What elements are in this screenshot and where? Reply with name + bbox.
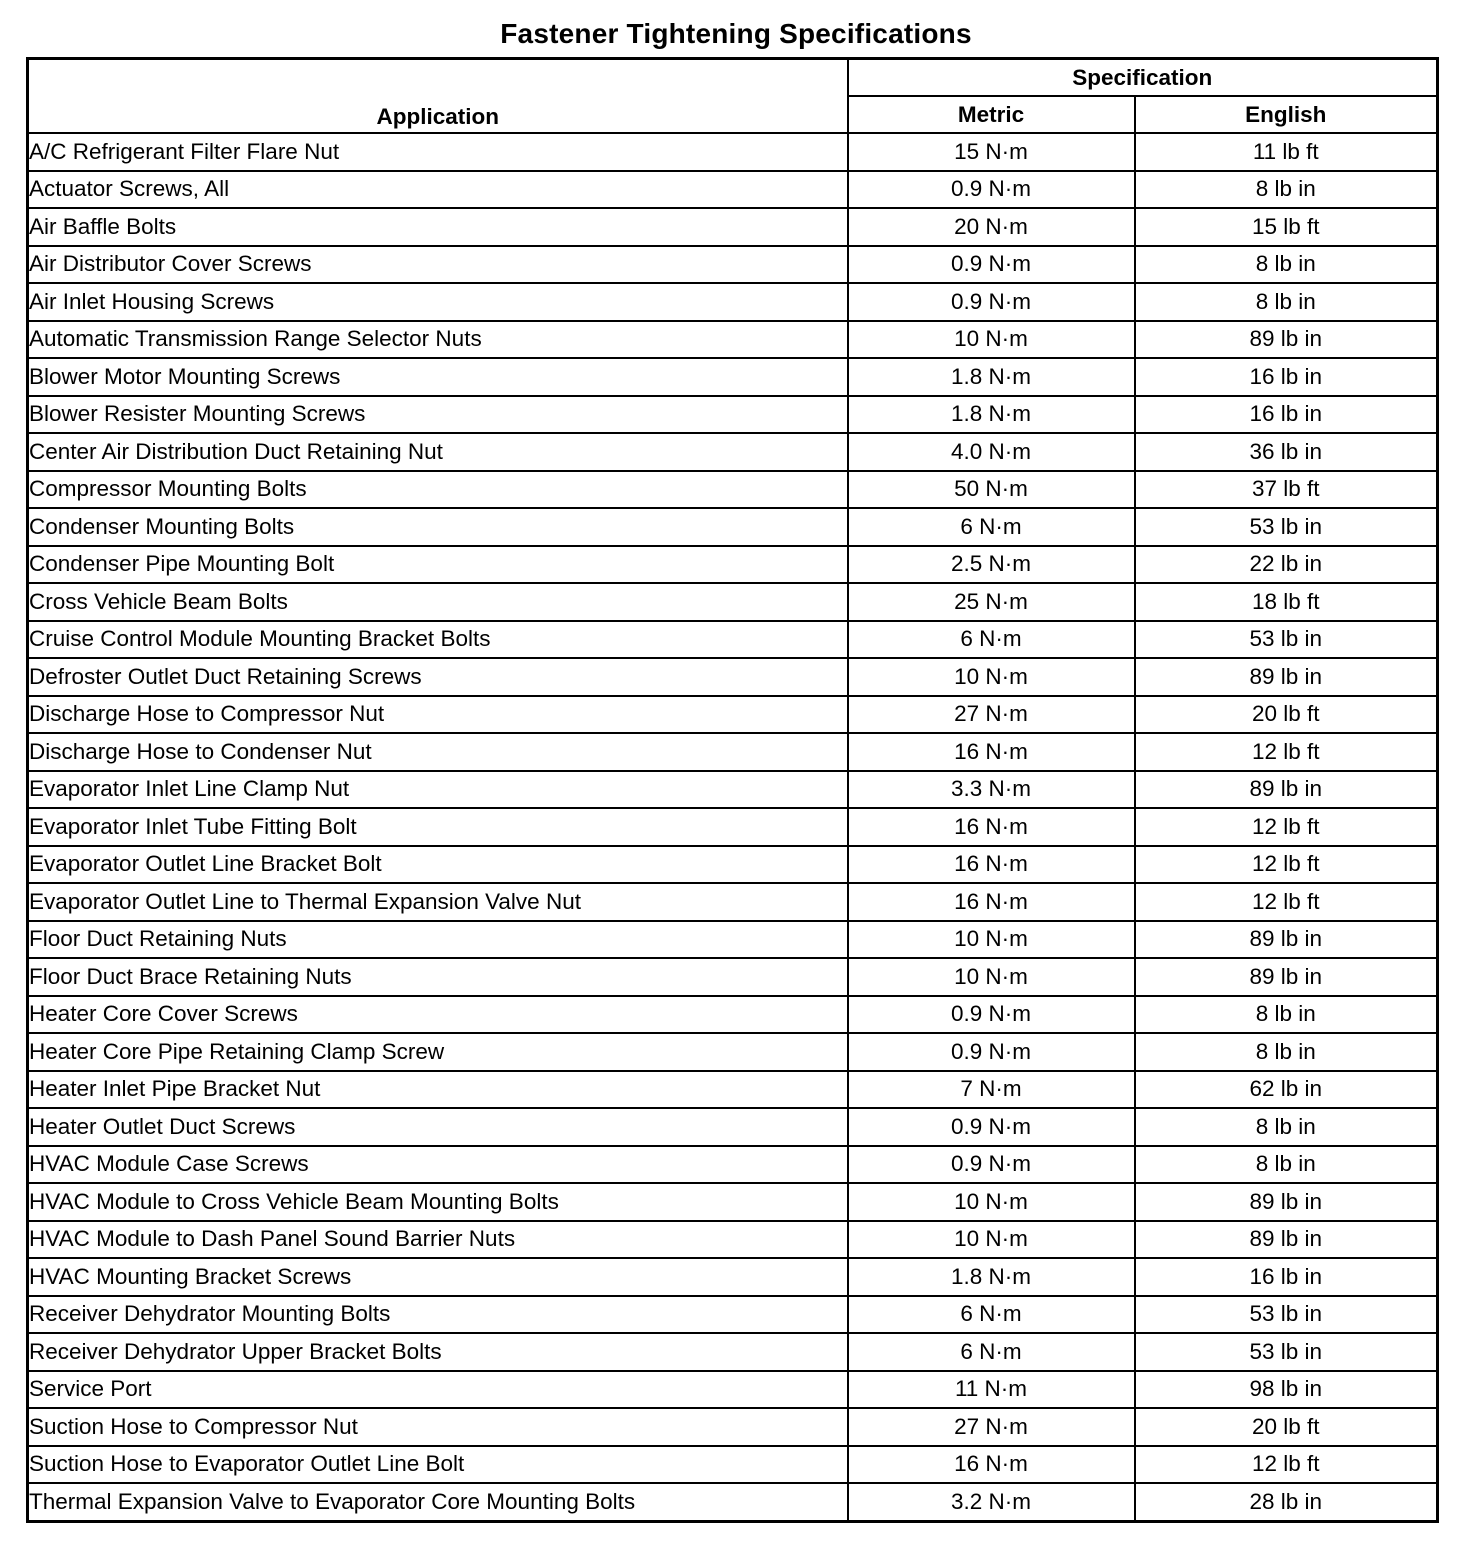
cell-metric: 3.2 N·m — [848, 1483, 1135, 1521]
table-row — [28, 958, 1438, 996]
cell-application: Suction Hose to Compressor Nut — [28, 1408, 848, 1446]
cell-application: Discharge Hose to Condenser Nut — [28, 733, 848, 771]
table-row — [28, 846, 1438, 884]
cell-metric: 16 N·m — [848, 846, 1135, 884]
cell-metric: 25 N·m — [848, 583, 1135, 621]
table-row — [28, 808, 1438, 846]
table-row — [28, 1333, 1438, 1371]
table-row — [28, 771, 1438, 809]
cell-english: 89 lb in — [1135, 1183, 1438, 1221]
cell-application: Receiver Dehydrator Mounting Bolts — [28, 1296, 848, 1334]
cell-application: Air Baffle Bolts — [28, 208, 848, 246]
cell-english: 89 lb in — [1135, 321, 1438, 359]
column-header-application: Application — [28, 59, 848, 134]
cell-english: 8 lb in — [1135, 171, 1438, 209]
cell-application: Air Inlet Housing Screws — [28, 283, 848, 321]
cell-english: 12 lb ft — [1135, 883, 1438, 921]
cell-application: Evaporator Outlet Line to Thermal Expansion Valve Nut — [28, 883, 848, 921]
table-row — [28, 1183, 1438, 1221]
table-row — [28, 133, 1438, 171]
cell-english: 12 lb ft — [1135, 808, 1438, 846]
cell-metric: 4.0 N·m — [848, 433, 1135, 471]
cell-application: Floor Duct Brace Retaining Nuts — [28, 958, 848, 996]
cell-english: 89 lb in — [1135, 771, 1438, 809]
table-row — [28, 1371, 1438, 1409]
cell-metric: 10 N·m — [848, 1183, 1135, 1221]
table-row — [28, 583, 1438, 621]
cell-metric: 27 N·m — [848, 696, 1135, 734]
cell-application: Evaporator Inlet Line Clamp Nut — [28, 771, 848, 809]
table-row — [28, 433, 1438, 471]
table-row — [28, 1108, 1438, 1146]
cell-metric: 20 N·m — [848, 208, 1135, 246]
cell-metric: 15 N·m — [848, 133, 1135, 171]
cell-application: Heater Core Cover Screws — [28, 996, 848, 1034]
cell-metric: 16 N·m — [848, 1446, 1135, 1484]
fastener-spec-table — [26, 57, 1439, 1523]
table-row — [28, 1146, 1438, 1184]
cell-metric: 1.8 N·m — [848, 396, 1135, 434]
table-row — [28, 1258, 1438, 1296]
cell-metric: 10 N·m — [848, 921, 1135, 959]
cell-english: 15 lb ft — [1135, 208, 1438, 246]
cell-english: 22 lb in — [1135, 546, 1438, 584]
cell-metric: 0.9 N·m — [848, 996, 1135, 1034]
cell-metric: 10 N·m — [848, 658, 1135, 696]
cell-english: 98 lb in — [1135, 1371, 1438, 1409]
table-body — [28, 133, 1438, 1521]
cell-english: 53 lb in — [1135, 508, 1438, 546]
cell-english: 28 lb in — [1135, 1483, 1438, 1521]
cell-metric: 6 N·m — [848, 621, 1135, 659]
table-row — [28, 621, 1438, 659]
table-row — [28, 883, 1438, 921]
cell-application: Condenser Mounting Bolts — [28, 508, 848, 546]
table-row — [28, 1483, 1438, 1521]
cell-application: Evaporator Outlet Line Bracket Bolt — [28, 846, 848, 884]
cell-english: 8 lb in — [1135, 246, 1438, 284]
cell-metric: 6 N·m — [848, 508, 1135, 546]
header-row-specification — [28, 59, 1438, 97]
table-row — [28, 696, 1438, 734]
cell-application: Heater Core Pipe Retaining Clamp Screw — [28, 1033, 848, 1071]
cell-english: 16 lb in — [1135, 1258, 1438, 1296]
cell-metric: 16 N·m — [848, 808, 1135, 846]
table-row — [28, 1446, 1438, 1484]
cell-application: HVAC Module to Cross Vehicle Beam Mounting Bolts — [28, 1183, 848, 1221]
cell-metric: 27 N·m — [848, 1408, 1135, 1446]
table-row — [28, 658, 1438, 696]
cell-metric: 0.9 N·m — [848, 171, 1135, 209]
cell-metric: 1.8 N·m — [848, 358, 1135, 396]
table-row — [28, 171, 1438, 209]
cell-english: 20 lb ft — [1135, 696, 1438, 734]
cell-english: 11 lb ft — [1135, 133, 1438, 171]
cell-metric: 7 N·m — [848, 1071, 1135, 1109]
cell-application: Service Port — [28, 1371, 848, 1409]
cell-application: Center Air Distribution Duct Retaining Nut — [28, 433, 848, 471]
cell-application: Blower Resister Mounting Screws — [28, 396, 848, 434]
cell-english: 37 lb ft — [1135, 471, 1438, 509]
table-row — [28, 471, 1438, 509]
cell-english: 12 lb ft — [1135, 1446, 1438, 1484]
table-row — [28, 1296, 1438, 1334]
cell-application: Defroster Outlet Duct Retaining Screws — [28, 658, 848, 696]
cell-metric: 10 N·m — [848, 321, 1135, 359]
cell-metric: 10 N·m — [848, 958, 1135, 996]
cell-metric: 16 N·m — [848, 883, 1135, 921]
cell-english: 16 lb in — [1135, 358, 1438, 396]
table-row — [28, 1221, 1438, 1259]
cell-application: Blower Motor Mounting Screws — [28, 358, 848, 396]
cell-application: Evaporator Inlet Tube Fitting Bolt — [28, 808, 848, 846]
cell-english: 53 lb in — [1135, 1333, 1438, 1371]
cell-english: 8 lb in — [1135, 1033, 1438, 1071]
cell-metric: 16 N·m — [848, 733, 1135, 771]
cell-application: Compressor Mounting Bolts — [28, 471, 848, 509]
cell-english: 62 lb in — [1135, 1071, 1438, 1109]
cell-application: Receiver Dehydrator Upper Bracket Bolts — [28, 1333, 848, 1371]
cell-application: HVAC Mounting Bracket Screws — [28, 1258, 848, 1296]
column-header-metric: Metric — [848, 96, 1135, 133]
cell-metric: 10 N·m — [848, 1221, 1135, 1259]
table-row — [28, 508, 1438, 546]
cell-english: 8 lb in — [1135, 1146, 1438, 1184]
cell-metric: 0.9 N·m — [848, 246, 1135, 284]
table-row — [28, 1033, 1438, 1071]
cell-metric: 0.9 N·m — [848, 1146, 1135, 1184]
cell-english: 8 lb in — [1135, 283, 1438, 321]
cell-english: 20 lb ft — [1135, 1408, 1438, 1446]
table-row — [28, 1408, 1438, 1446]
cell-english: 89 lb in — [1135, 658, 1438, 696]
table-row — [28, 921, 1438, 959]
cell-english: 89 lb in — [1135, 1221, 1438, 1259]
cell-metric: 6 N·m — [848, 1296, 1135, 1334]
cell-application: Condenser Pipe Mounting Bolt — [28, 546, 848, 584]
cell-application: Heater Outlet Duct Screws — [28, 1108, 848, 1146]
cell-english: 8 lb in — [1135, 996, 1438, 1034]
cell-application: HVAC Module Case Screws — [28, 1146, 848, 1184]
cell-english: 12 lb ft — [1135, 733, 1438, 771]
cell-application: Actuator Screws, All — [28, 171, 848, 209]
table-row — [28, 733, 1438, 771]
cell-metric: 0.9 N·m — [848, 1033, 1135, 1071]
cell-english: 89 lb in — [1135, 958, 1438, 996]
cell-english: 36 lb in — [1135, 433, 1438, 471]
cell-metric: 3.3 N·m — [848, 771, 1135, 809]
cell-application: A/C Refrigerant Filter Flare Nut — [28, 133, 848, 171]
table-row — [28, 321, 1438, 359]
table-row — [28, 283, 1438, 321]
cell-english: 8 lb in — [1135, 1108, 1438, 1146]
cell-english: 16 lb in — [1135, 396, 1438, 434]
table-row — [28, 1071, 1438, 1109]
cell-english: 53 lb in — [1135, 1296, 1438, 1334]
page-title: Fastener Tightening Specifications — [500, 18, 972, 49]
cell-application: Air Distributor Cover Screws — [28, 246, 848, 284]
cell-metric: 0.9 N·m — [848, 1108, 1135, 1146]
cell-english: 53 lb in — [1135, 621, 1438, 659]
cell-english: 89 lb in — [1135, 921, 1438, 959]
table-header — [28, 59, 1438, 134]
cell-metric: 11 N·m — [848, 1371, 1135, 1409]
cell-metric: 2.5 N·m — [848, 546, 1135, 584]
table-row — [28, 546, 1438, 584]
cell-metric: 1.8 N·m — [848, 1258, 1135, 1296]
cell-application: Floor Duct Retaining Nuts — [28, 921, 848, 959]
cell-application: Thermal Expansion Valve to Evaporator Core Mounting Bolts — [28, 1483, 848, 1521]
cell-metric: 0.9 N·m — [848, 283, 1135, 321]
cell-application: HVAC Module to Dash Panel Sound Barrier Nuts — [28, 1221, 848, 1259]
cell-application: Heater Inlet Pipe Bracket Nut — [28, 1071, 848, 1109]
cell-metric: 6 N·m — [848, 1333, 1135, 1371]
cell-application: Automatic Transmission Range Selector Nuts — [28, 321, 848, 359]
cell-application: Cruise Control Module Mounting Bracket Bolts — [28, 621, 848, 659]
table-row — [28, 246, 1438, 284]
cell-metric: 50 N·m — [848, 471, 1135, 509]
column-header-english: English — [1135, 96, 1438, 133]
cell-application: Suction Hose to Evaporator Outlet Line Bolt — [28, 1446, 848, 1484]
cell-english: 18 lb ft — [1135, 583, 1438, 621]
cell-application: Discharge Hose to Compressor Nut — [28, 696, 848, 734]
cell-application: Cross Vehicle Beam Bolts — [28, 583, 848, 621]
cell-english: 12 lb ft — [1135, 846, 1438, 884]
table-row — [28, 358, 1438, 396]
table-row — [28, 396, 1438, 434]
column-group-header-specification: Specification — [848, 59, 1438, 97]
table-row — [28, 996, 1438, 1034]
table-row — [28, 208, 1438, 246]
